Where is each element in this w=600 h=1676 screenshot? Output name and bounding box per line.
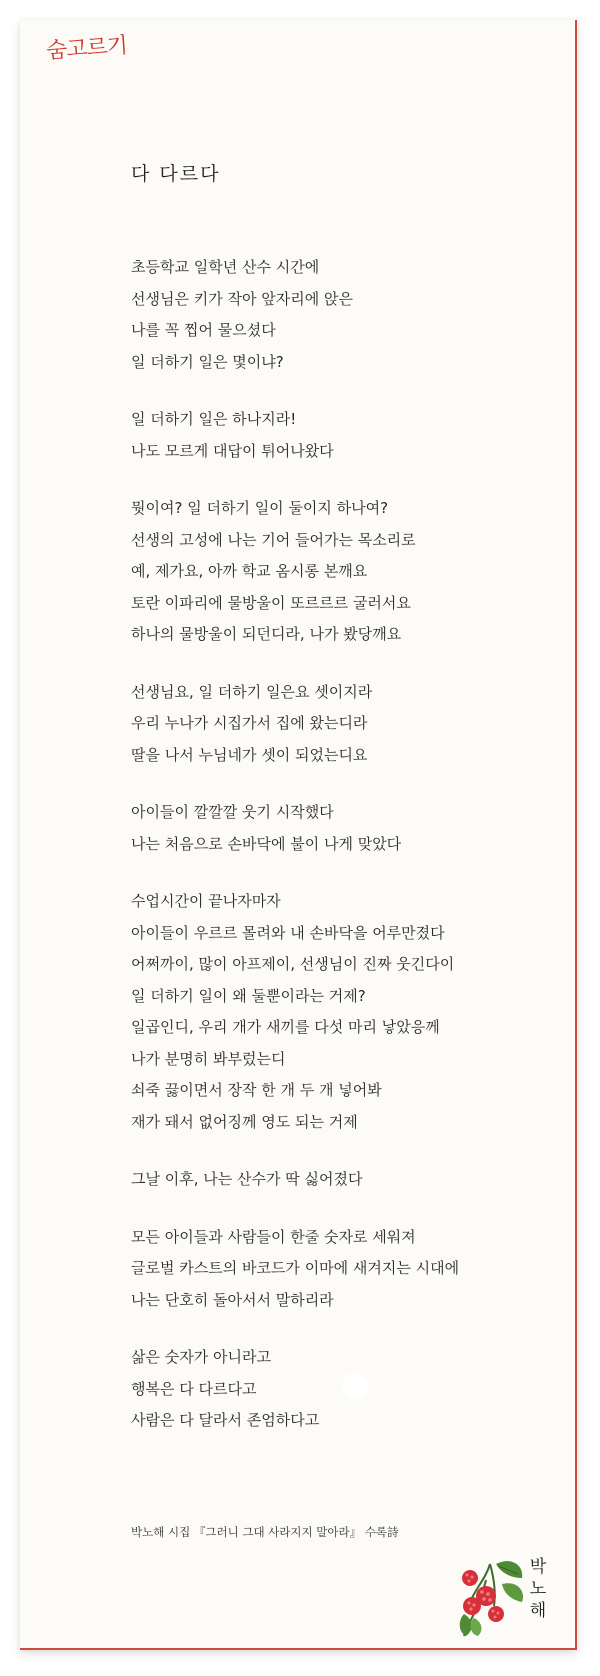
author-signature: 박 노 해 [529, 1557, 547, 1621]
poem-line: 선생님은 키가 작아 앞자리에 앉은 [131, 289, 353, 308]
poem-title: 다 다르다 [131, 163, 221, 185]
poem-line: 행복은 다 다르다고 [131, 1379, 257, 1398]
poem-line: 나를 꼭 찝어 물으셨다 [131, 321, 276, 339]
poem-line: 재가 돼서 없어징께 영도 되는 거제 [131, 1112, 358, 1131]
poem-line: 어쩌까이, 많이 아프제이, 선생님이 진짜 웃긴다이 [131, 955, 455, 973]
poem-stanza [131, 404, 551, 467]
poem-line: 그날 이후, 나는 산수가 딱 싫어졌다 [131, 1170, 363, 1188]
poem-stanza [131, 1342, 551, 1437]
poem-line: 나는 처음으로 손바닥에 불이 나게 맞았다 [131, 834, 402, 853]
poem-line: 초등학교 일학년 산수 시간에 [131, 258, 320, 276]
poem-line: 예, 제가요, 아까 학교 옴시롱 본깨요 [131, 562, 368, 580]
poem-stanza [131, 797, 551, 860]
light-glare [342, 1373, 368, 1399]
poem-stanza [131, 1222, 551, 1317]
poem-stanza [131, 1164, 551, 1196]
poem-stanza [131, 677, 551, 772]
raspberry-illustration [456, 1558, 528, 1642]
poem-line: 선생님요, 일 더하기 일은요 셋이지라 [131, 682, 373, 701]
poem-stanza [131, 886, 551, 1138]
poem-line: 일 더하기 일이 왜 둘뿐이라는 거제? [131, 986, 366, 1005]
poem-line: 딸을 나서 누님네가 셋이 되었는디요 [131, 745, 368, 764]
poem-line: 사람은 다 달라서 존엄하다고 [131, 1411, 320, 1429]
poem-line: 수업시간이 끝나자마자 [131, 892, 281, 910]
poem-line: 나는 단호히 돌아서서 말하리라 [131, 1290, 334, 1309]
poem-line: 선생의 고성에 나는 기어 들어가는 목소리로 [131, 530, 416, 549]
poem-line: 하나의 물방울이 되던디라, 나가 봤당깨요 [131, 625, 402, 643]
poem-line: 나도 모르게 대답이 튀어나왔다 [131, 441, 334, 460]
poem-line: 우리 누나가 시집가서 집에 왔는디라 [131, 714, 368, 732]
poem-stanza [131, 493, 551, 651]
poem-line: 아이들이 깔깔깔 웃기 시작했다 [131, 803, 334, 821]
poem-line: 삶은 숫자가 아니라고 [131, 1348, 271, 1366]
poem-line: 일 더하기 일은 몇이냐? [131, 352, 284, 371]
poem-stanza [131, 252, 551, 378]
poem-body [131, 252, 551, 1463]
poem-line: 나가 분명히 봐부렀는디 [131, 1049, 286, 1068]
poem-source: 박노해 시집 『그러니 그대 사라지지 말아라』 수록詩 [131, 1525, 399, 1539]
poem-card [20, 20, 577, 1650]
poem-line: 쇠죽 끓이면서 장작 한 개 두 개 넣어봐 [131, 1081, 382, 1099]
poem-line: 토란 이파리에 물방울이 또르르르 굴러서요 [131, 593, 411, 612]
poem-line: 일 더하기 일은 하나지라! [131, 410, 297, 428]
poem-line: 글로벌 카스트의 바코드가 이마에 새겨지는 시대에 [131, 1259, 460, 1277]
poem-line: 일곱인디, 우리 개가 새끼를 다섯 마리 낳았응께 [131, 1018, 440, 1036]
brand-logo[interactable]: 숨고르기 [45, 33, 128, 64]
poem-line: 아이들이 우르르 몰려와 내 손바닥을 어루만졌다 [131, 923, 445, 942]
poem-line: 뭣이여? 일 더하기 일이 둘이지 하나여? [131, 499, 389, 517]
poem-line: 모든 아이들과 사람들이 한줄 숫자로 세워져 [131, 1227, 416, 1246]
